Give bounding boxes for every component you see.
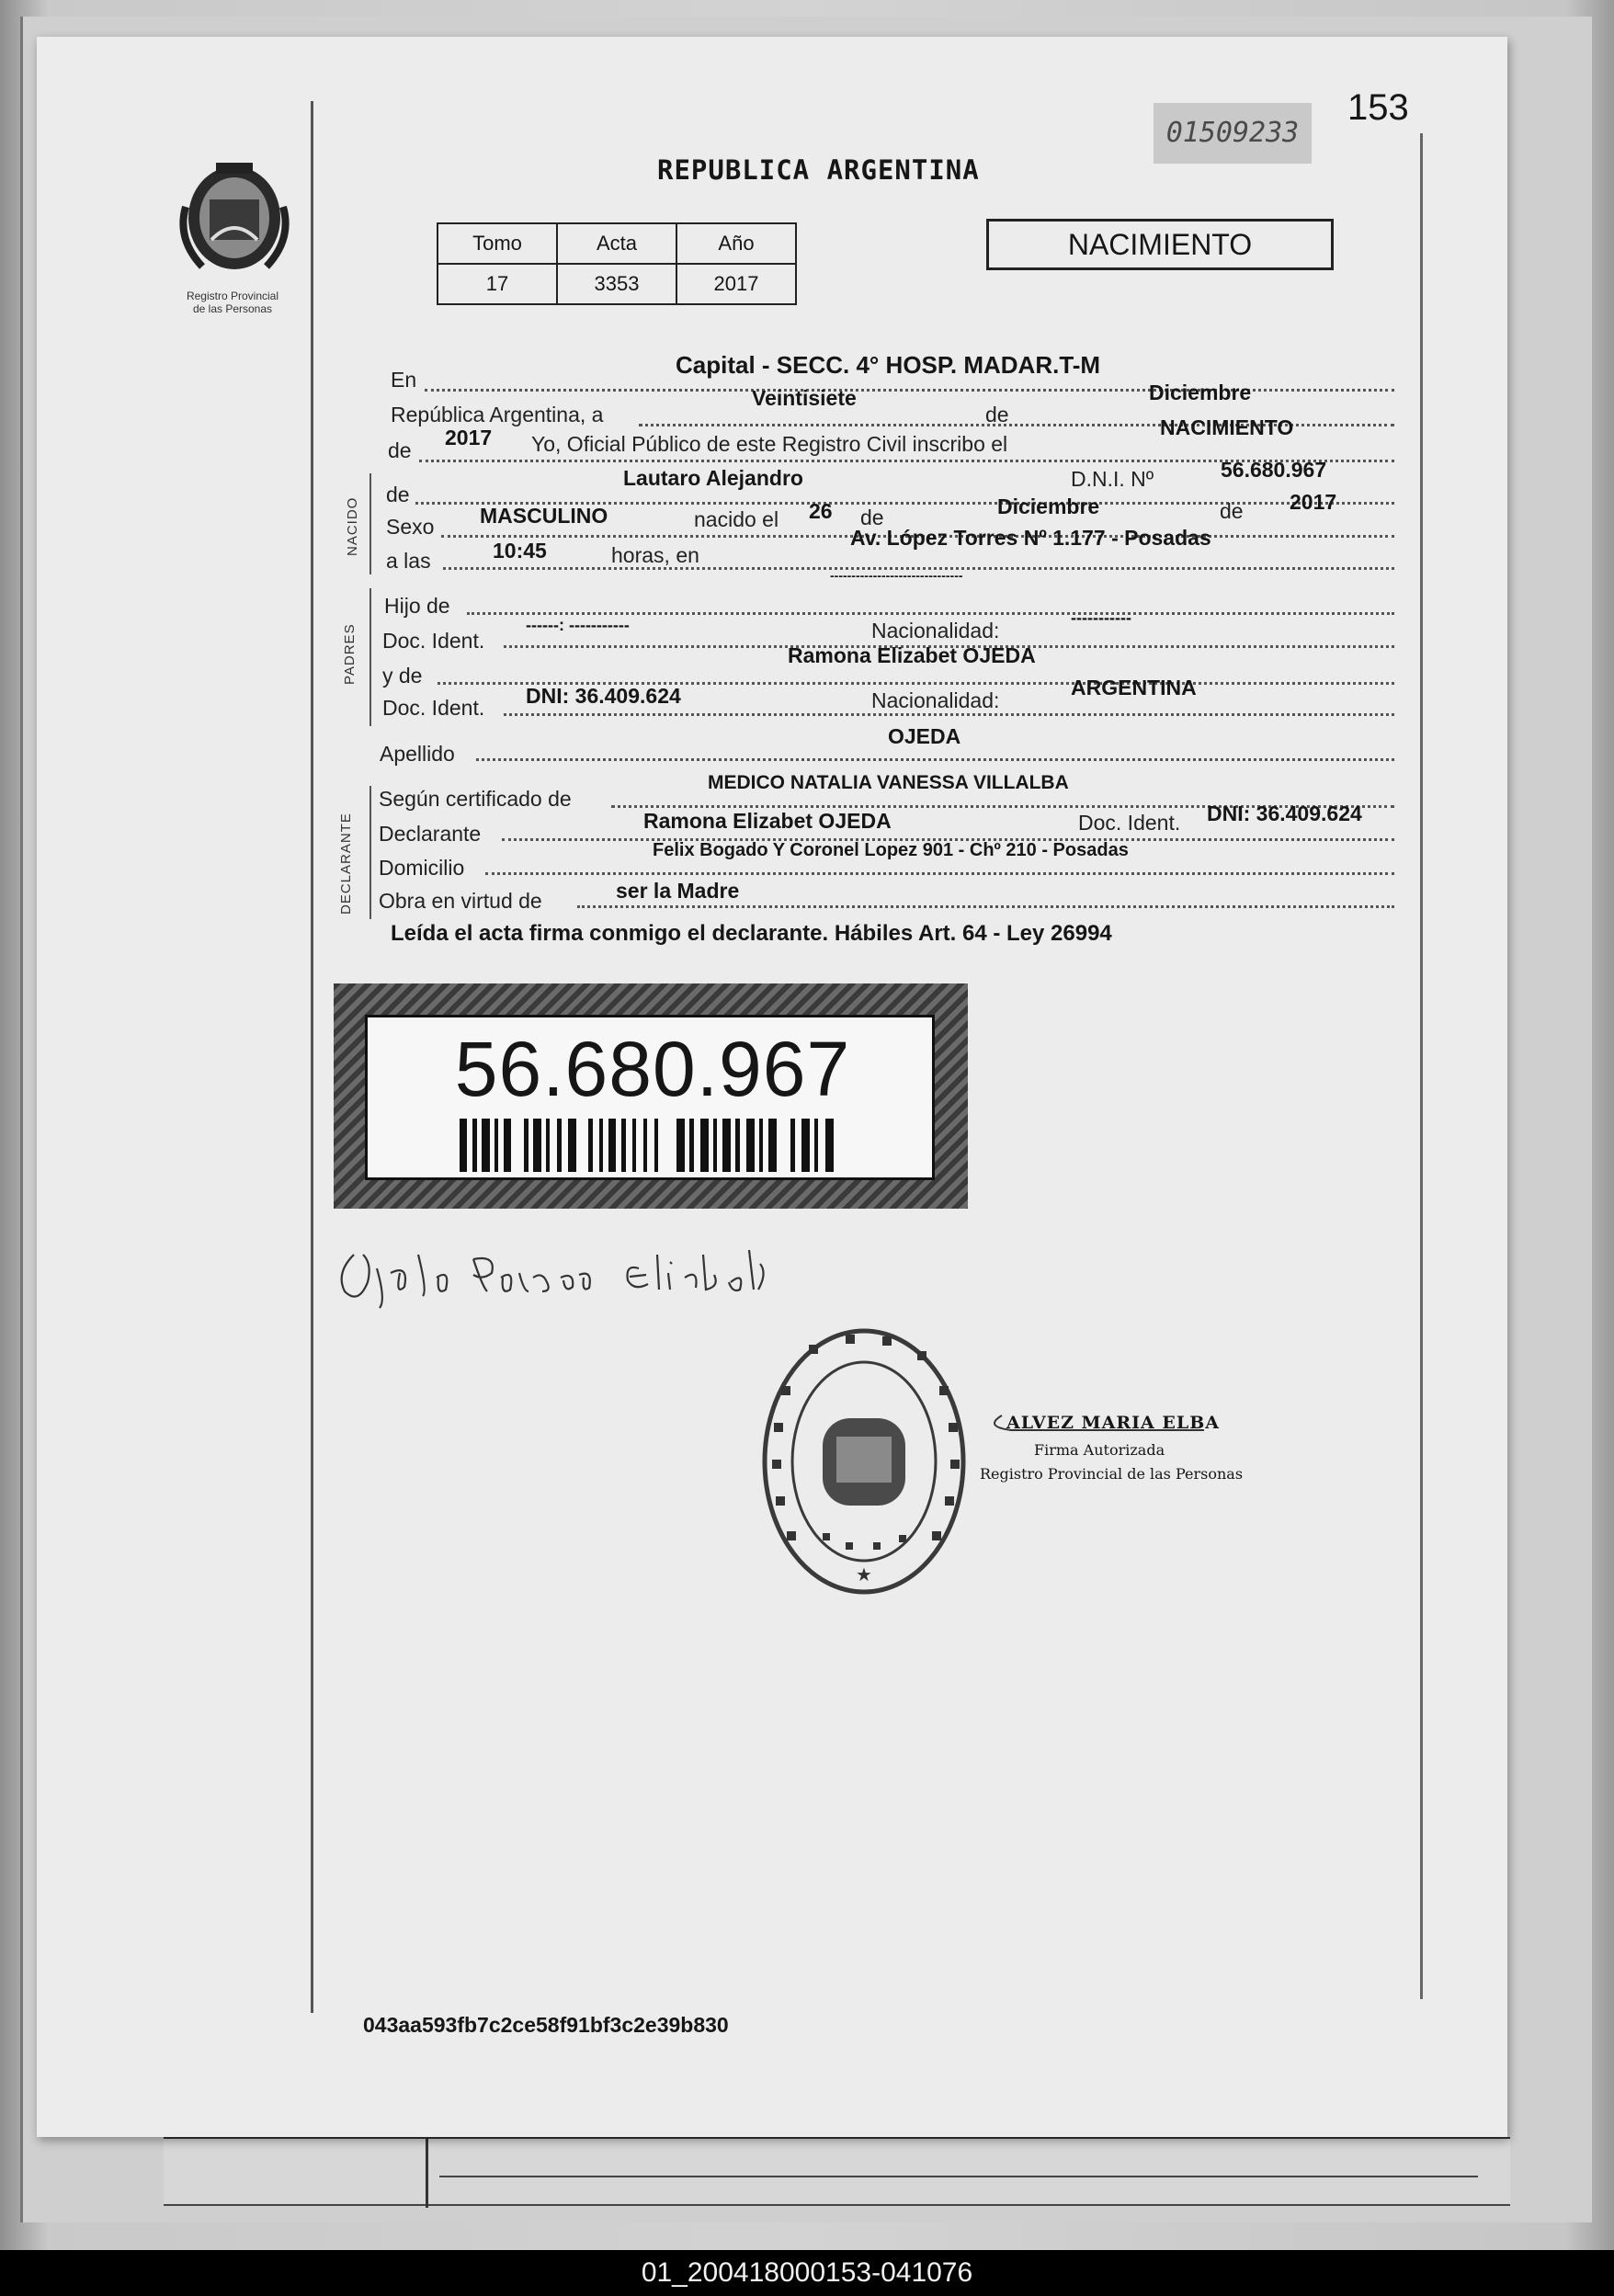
dotted-line [467,612,1394,615]
apellido-label: Apellido [380,742,455,766]
footer-filename: 01_200418000153-041076 [641,2257,973,2288]
obra-value: ser la Madre [616,879,740,903]
day-words-value: Veintisiete [752,386,857,410]
serial-stamp: 01509233 [1154,103,1312,164]
nacido-de-label: de [386,483,410,506]
mother-doc-label: Doc. Ident. [382,696,485,720]
section-bracket [369,473,371,574]
record-kind-value: NACIMIENTO [1160,415,1294,439]
birth-year-value: 2017 [1290,490,1337,514]
child-name-value: Lautaro Alejandro [623,466,803,490]
nacido-el-label: nacido el [694,507,779,531]
obra-label: Obra en virtud de [379,889,542,913]
declarante-name-value: Ramona Elizabet OJEDA [643,809,892,833]
horas-en-label: horas, en [611,543,699,567]
dotted-line [577,905,1394,908]
birth-time-value: 10:45 [493,539,547,563]
father-doc-value: ------: ----------- [526,616,630,634]
father-nationality-label: Nacionalidad: [871,619,1000,642]
value-acta: 3353 [557,264,676,304]
barcode-icon [460,1119,846,1172]
de2-label: de [388,438,412,462]
father-doc-label: Doc. Ident. [382,629,485,653]
de-label: de [985,403,1009,426]
registry-table [437,222,797,305]
domicilio-value: Felix Bogado Y Coronel Lopez 901 - Chº 210 - Posadas [653,840,1129,860]
right-margin-rule [1420,133,1423,1999]
mother-nationality-label: Nacionalidad: [871,688,1000,712]
nacido-side-label: NACIDO [345,496,360,556]
authority-office: Registro Provincial de las Personas [980,1465,1244,1483]
birth-address-value: Av. López Torres Nº 1.177 - Posadas [850,526,1211,550]
dni-label: D.N.I. Nº [1071,467,1154,491]
yo-label: Yo, Oficial Público de este Registro Civil inscribo el [531,432,1008,456]
declarante-side-label: DECLARANTE [338,813,354,915]
declarante-doc-value: DNI: 36.409.624 [1207,801,1362,825]
padres-side-label: PADRES [342,623,358,685]
blank-line: ------------------------------- [830,568,963,583]
document-hash: 043aa593fb7c2ce58f91bf3c2e39b830 [363,2013,729,2037]
registry-table-value-row [438,264,796,304]
page-number: 153 [1347,87,1409,128]
registry-label: Registro Provincial de las Personas [186,290,279,315]
sexo-label: Sexo [386,515,435,539]
legal-closing-statement: Leída el acta firma conmigo el declarante. Hábiles Art. 64 - Ley 26994 [391,921,1112,946]
mother-nationality-value: ARGENTINA [1071,676,1197,699]
underlying-page-strip [164,2137,1510,2206]
authority-name: ALVEZ MARIA ELBA [1006,1413,1221,1433]
header-ano: Año [676,223,796,264]
dotted-line [504,713,1394,716]
dotted-line [485,872,1394,875]
a-las-label: a las [386,549,431,573]
republica-label: República Argentina, a [391,403,604,426]
dni-card-number: 56.680.967 [454,1026,851,1112]
month-value: Diciembre [1149,381,1252,404]
domicilio-label: Domicilio [379,856,465,880]
segun-label: Según certificado de [379,787,572,811]
value-ano: 2017 [676,264,796,304]
de-label-2: de [860,506,884,529]
birth-day-value: 26 [809,499,833,523]
header-acta: Acta [557,223,676,264]
child-dni-value: 56.680.967 [1221,458,1327,482]
value-tomo: 17 [438,264,557,304]
section-bracket [369,786,371,919]
declarante-label: Declarante [379,822,482,846]
handwritten-signature [335,1236,869,1310]
declarante-doc-label: Doc. Ident. [1078,811,1181,835]
en-label: En [391,368,417,392]
certificate-value: MEDICO NATALIA VANESSA VILLALBA [708,772,1069,793]
y-de-label: y de [382,664,423,688]
place-value: Capital - SECC. 4° HOSP. MADAR.T-M [676,351,1101,379]
mother-doc-value: DNI: 36.409.624 [526,684,681,708]
sexo-value: MASCULINO [480,504,608,528]
registry-table-header-row [438,223,796,264]
apellido-value: OJEDA [888,724,961,748]
mother-name-value: Ramona Elizabet OJEDA [788,643,1036,667]
left-margin-rule [311,101,313,2013]
svg-text:★: ★ [856,1563,872,1586]
record-type-box: NACIMIENTO [986,219,1334,270]
father-nationality-value: ----------- [1071,608,1131,627]
official-round-stamp-icon [754,1322,974,1602]
dni-card-inner [365,1015,935,1180]
hijo-de-label: Hijo de [384,594,450,618]
country-title: REPUBLICA ARGENTINA [657,154,980,186]
header-tomo: Tomo [438,223,557,264]
authority-role: Firma Autorizada [1034,1441,1165,1459]
year-value: 2017 [445,426,493,449]
birth-month-value: Diciembre [997,494,1100,518]
section-bracket [369,588,371,726]
dni-number-card [334,983,968,1209]
dotted-line [476,758,1394,761]
de-label-3: de [1220,499,1244,523]
provincial-seal-icon [175,152,294,280]
